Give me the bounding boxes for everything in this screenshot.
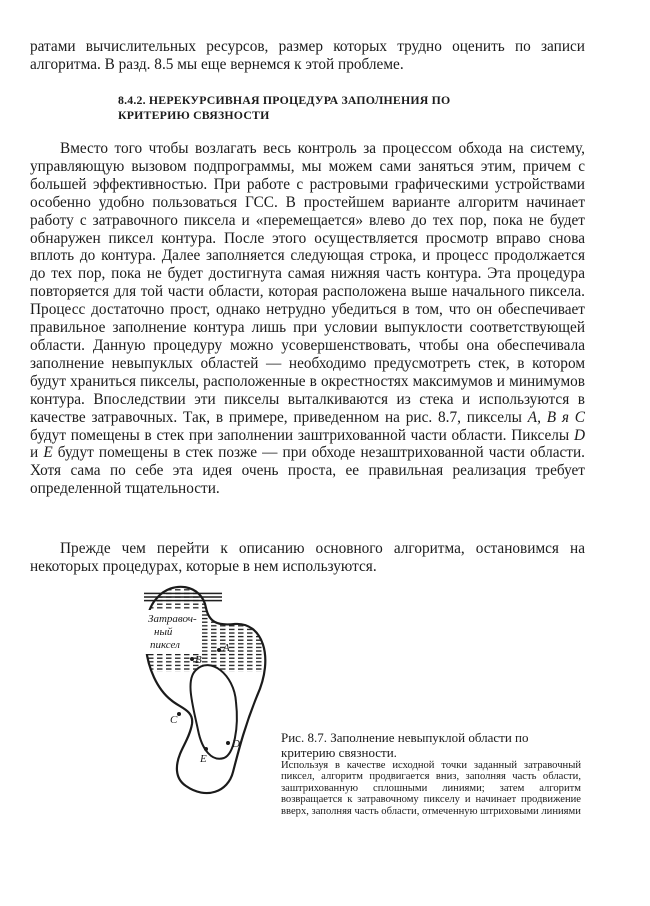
point-a-label: A <box>223 642 230 654</box>
section-title-line2: КРИТЕРИЮ СВЯЗНОСТИ <box>118 108 270 122</box>
seed-label-line2: ный <box>154 626 173 638</box>
section-number: 8.4.2. <box>118 93 146 107</box>
point-a-marker <box>217 648 221 652</box>
conjunction-and: и <box>30 444 39 462</box>
point-c-marker <box>177 712 181 716</box>
point-e-label: E <box>200 753 207 765</box>
section-title-line1: НЕРЕКУРСИВНАЯ ПРОЦЕДУРА ЗАПОЛНЕНИЯ ПО <box>148 93 451 107</box>
paragraph1-part3: будут помещены в стек позже — при обходе незаштрихованной части области. Хотя сама по себе эта идея очень проста, ее правильная реализация требует определенной тщательности. <box>30 444 586 498</box>
intro-paragraph: ратами вычислительных ресурсов, размер которых трудно оценить по записи алгоритма. В разд. 8.5 мы еще вернемся к этой проблеме. <box>30 38 585 73</box>
figure-caption-body: Используя в качестве исходной точки заданный затравочный пиксел, алгоритм продвигается вниз, заполняя часть области, заштрихованную сплошными линиями; затем алгоритм возвращается к затравочному пикселу и начинает продвижение вверх, заполняя часть области, отмеченную штриховыми линиями <box>281 760 581 817</box>
pixels-abc: A, B я C <box>527 408 586 426</box>
pixel-d: D <box>573 426 585 444</box>
pixel-e: E <box>43 444 53 462</box>
body-paragraph-1 <box>30 140 585 498</box>
seed-label-line1: Затравоч- <box>148 613 197 625</box>
figure-caption-title: Рис. 8.7. Заполнение невыпуклой области по критерию связности. <box>281 730 529 760</box>
point-e-marker <box>204 747 208 751</box>
point-b-marker <box>190 657 194 661</box>
point-d-label: D <box>232 738 240 750</box>
point-d-marker <box>226 741 230 745</box>
paragraph1-part1: Вместо того чтобы возлагать весь контроль за процессом обхода на систему, управляющую вызовом подпрограммы, мы можем сами заняться этим, причем с большей эффективностью. При работе с растровыми графическими устройствами особенно удобно пользоваться ГСС. В простейшем варианте алгоритм начинает работу с затравочного пиксела и «перемещается» влево до тех пор, пока не будет обнаружен пиксел контура. После этого осуществляется просмотр вправо снова вплоть до контура. Далее заполняется следующая строка, и процесс продолжается до тех пор, пока не будет достигнута самая нижняя часть контура. Эта процедура повторяется для той части области, которая расположена выше начального пиксела. Процесс достаточно прост, однако нетрудно убедиться в том, что он обеспечивает правильное заполнение контура лишь при условии выпуклости соответствующей области. Данную процедуру можно усовершенствовать, чтобы она обеспечивала заполнение невыпуклых областей — необходимо предусмотреть стек, в котором будут храниться пикселы, расположенные в окрестностях максимумов и минимумов контура. Впоследствии эти пикселы выталкиваются из стека и используются в качестве затравочных. Так, в примере, приведенном на рис. 8.7, пикселы <box>30 140 585 426</box>
body-paragraph-2: Прежде чем перейти к описанию основного алгоритма, остановимся на некоторых процедурах, которые в нем используются. <box>30 540 585 575</box>
fill-region-figure <box>130 578 280 803</box>
section-heading <box>118 93 558 123</box>
point-b-label: B <box>195 654 202 666</box>
seed-label-line3: пиксел <box>150 639 180 651</box>
point-c-label: C <box>170 714 178 726</box>
paragraph1-part2: будут помещены в стек при заполнении заштрихованной части области. Пикселы <box>30 426 570 444</box>
seed-label <box>144 610 200 654</box>
